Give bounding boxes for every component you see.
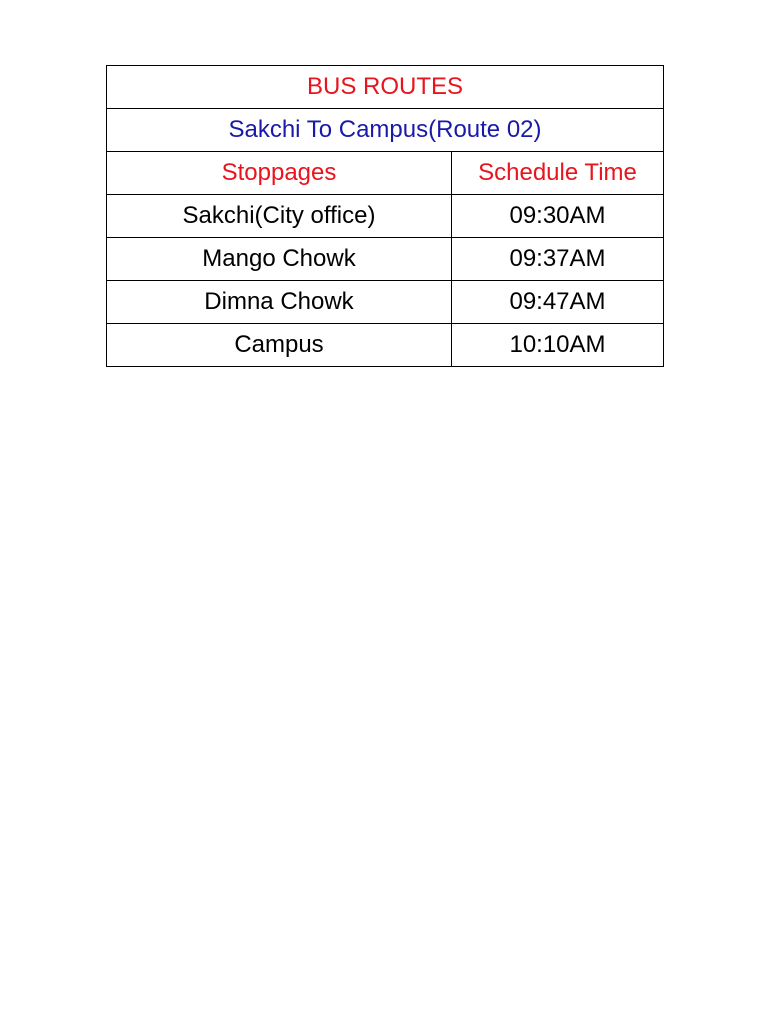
title-row: [107, 66, 664, 109]
time-cell: 09:30AM: [452, 195, 664, 238]
time-cell: 10:10AM: [452, 324, 664, 367]
column-header-schedule-time: Schedule Time: [452, 152, 664, 195]
bus-routes-table: [106, 65, 664, 367]
table-row: [107, 238, 664, 281]
column-header-stoppages: Stoppages: [107, 152, 452, 195]
header-row: [107, 152, 664, 195]
stop-cell: Sakchi(City office): [107, 195, 452, 238]
time-cell: 09:37AM: [452, 238, 664, 281]
stop-cell: Mango Chowk: [107, 238, 452, 281]
table-row: [107, 195, 664, 238]
table-title: BUS ROUTES: [107, 66, 664, 109]
stop-cell: Campus: [107, 324, 452, 367]
time-cell: 09:47AM: [452, 281, 664, 324]
table-row: [107, 324, 664, 367]
subtitle-row: [107, 109, 664, 152]
stop-cell: Dimna Chowk: [107, 281, 452, 324]
route-subtitle: Sakchi To Campus(Route 02): [107, 109, 664, 152]
table-row: [107, 281, 664, 324]
